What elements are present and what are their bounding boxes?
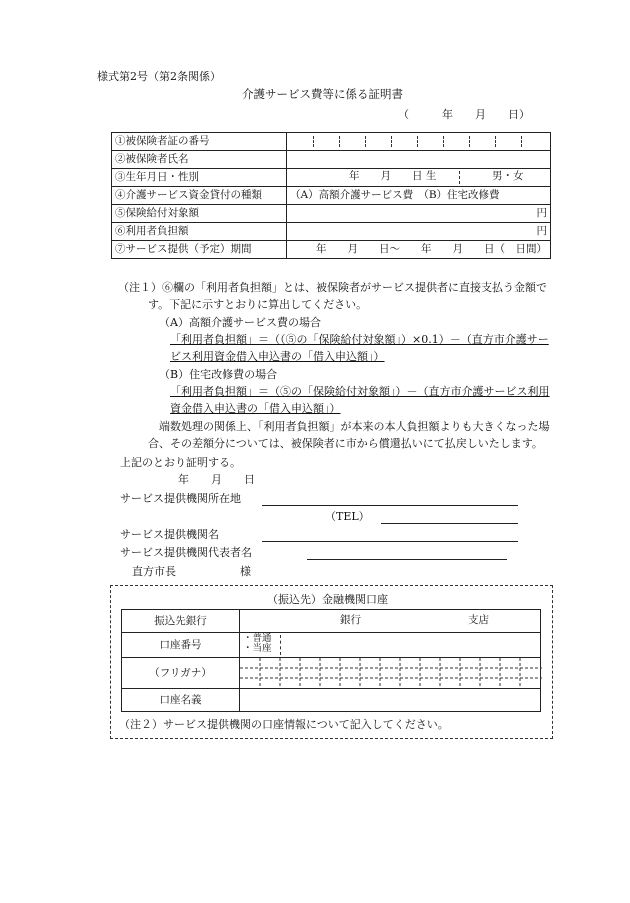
case-b-formula-2: 資金借入申込書の「借入申込額」） [170, 402, 341, 415]
certification-date: 年 月 日 [178, 473, 255, 486]
user-burden-amount[interactable] [287, 223, 551, 241]
provider-rep-label: サービス提供機関代表者名 [120, 546, 252, 559]
mayor-addressee: 直方市長 [132, 565, 176, 578]
insured-name-field[interactable] [287, 151, 551, 169]
issue-date: （ 年 月 日） [398, 108, 530, 121]
loan-type-options[interactable]: （A）高額介護サービス費 （B）住宅改修費 [287, 187, 551, 205]
yen-unit: 円 [536, 225, 547, 237]
table-row [122, 610, 541, 633]
provider-name-label: サービス提供機関名 [120, 528, 219, 541]
note1-line2: す。下記に示すとおりに算出してください。 [148, 298, 368, 311]
provider-rep-field[interactable] [307, 559, 507, 560]
table-row [122, 658, 541, 689]
table-row [112, 169, 551, 187]
note2: （注２）サービス提供機関の口座情報について記入してください。 [119, 718, 449, 731]
branch-suffix: 支店 [468, 614, 489, 626]
furigana-grid-lines [240, 658, 542, 688]
account-number-field[interactable] [240, 633, 541, 658]
case-a-formula-2: ビス利用資金借入申込書の「借入申込額」） [170, 350, 385, 363]
birth-date-text: 年 月 日 生 [349, 170, 437, 182]
table-row [122, 633, 541, 658]
account-holder-label: 口座名義 [122, 689, 240, 712]
bank-name-label: 振込先銀行 [122, 610, 240, 633]
bank-table [121, 609, 541, 712]
rounding-note-2: 合、その差額分については、被保険者に市から償還払いにて払戻しいたします。 [148, 437, 543, 450]
certification-statement: 上記のとおり証明する。 [120, 456, 241, 469]
sex-options: 男・女 [492, 170, 524, 182]
row-label: ⑦サービス提供（予定）期間 [112, 241, 287, 259]
case-b-formula-1: 「利用者負担額」＝（⑤の「保険給付対象額」）－（直方市介護サービス利用 [170, 385, 550, 398]
provider-name-field[interactable] [262, 541, 518, 542]
case-a-heading: （A）高額介護サービス費の場合 [159, 316, 321, 329]
note1-line1: （注１）⑥欄の「利用者負担額」とは、被保険者がサービス提供者に直接支払う金額で [118, 281, 547, 294]
bank-name-field[interactable] [240, 610, 541, 633]
table-row [112, 223, 551, 241]
furigana-grid[interactable] [240, 658, 541, 689]
table-row [112, 133, 551, 151]
insured-benefit-amount[interactable] [287, 205, 551, 223]
account-number-label: 口座番号 [122, 633, 240, 658]
case-b-heading: （B）住宅改修費の場合 [159, 368, 278, 381]
row-label: ④介護サービス資金貸付の種類 [112, 187, 287, 205]
row-label: ①被保険者証の番号 [112, 133, 287, 151]
table-row [112, 151, 551, 169]
account-type-futsu[interactable]: ・普通 [243, 633, 272, 644]
tel-field[interactable] [381, 523, 518, 524]
form-number: 様式第2号（第2条関係） [97, 70, 221, 83]
provider-address-field[interactable] [262, 505, 518, 506]
certificate-table [111, 132, 551, 259]
honorific: 様 [240, 565, 251, 578]
case-a-formula-1: 「利用者負担額」＝（（⑤の「保険給付対象額」）×0.1）－（直方市介護サー [170, 333, 549, 346]
account-holder-field[interactable] [240, 689, 541, 712]
table-row [112, 187, 551, 205]
table-row [122, 689, 541, 712]
row-label: ②被保険者氏名 [112, 151, 287, 169]
rounding-note-1: 端数処理の関係上、「利用者負担額」が本来の本人負担額よりも大きくなった場 [159, 420, 550, 433]
account-type-touza[interactable]: ・当座 [243, 643, 272, 654]
bank-section-title: （振込先）金融機関口座 [267, 593, 388, 606]
page-title: 介護サービス費等に係る証明書 [242, 87, 403, 101]
insured-number-cells[interactable] [287, 133, 551, 151]
birthdate-sex-field[interactable] [287, 169, 551, 187]
provider-address-label: サービス提供機関所在地 [120, 492, 241, 505]
row-label: ③生年月日・性別 [112, 169, 287, 187]
bank-suffix: 銀行 [340, 614, 361, 626]
service-period[interactable]: 年 月 日～ 年 月 日（ 日間） [287, 241, 551, 259]
furigana-label: （フリガナ） [122, 658, 240, 689]
yen-unit: 円 [536, 207, 547, 219]
table-row [112, 205, 551, 223]
row-label: ⑤保険給付対象額 [112, 205, 287, 223]
tel-label: （TEL） [325, 510, 370, 523]
row-label: ⑥利用者負担額 [112, 223, 287, 241]
table-row [112, 241, 551, 259]
